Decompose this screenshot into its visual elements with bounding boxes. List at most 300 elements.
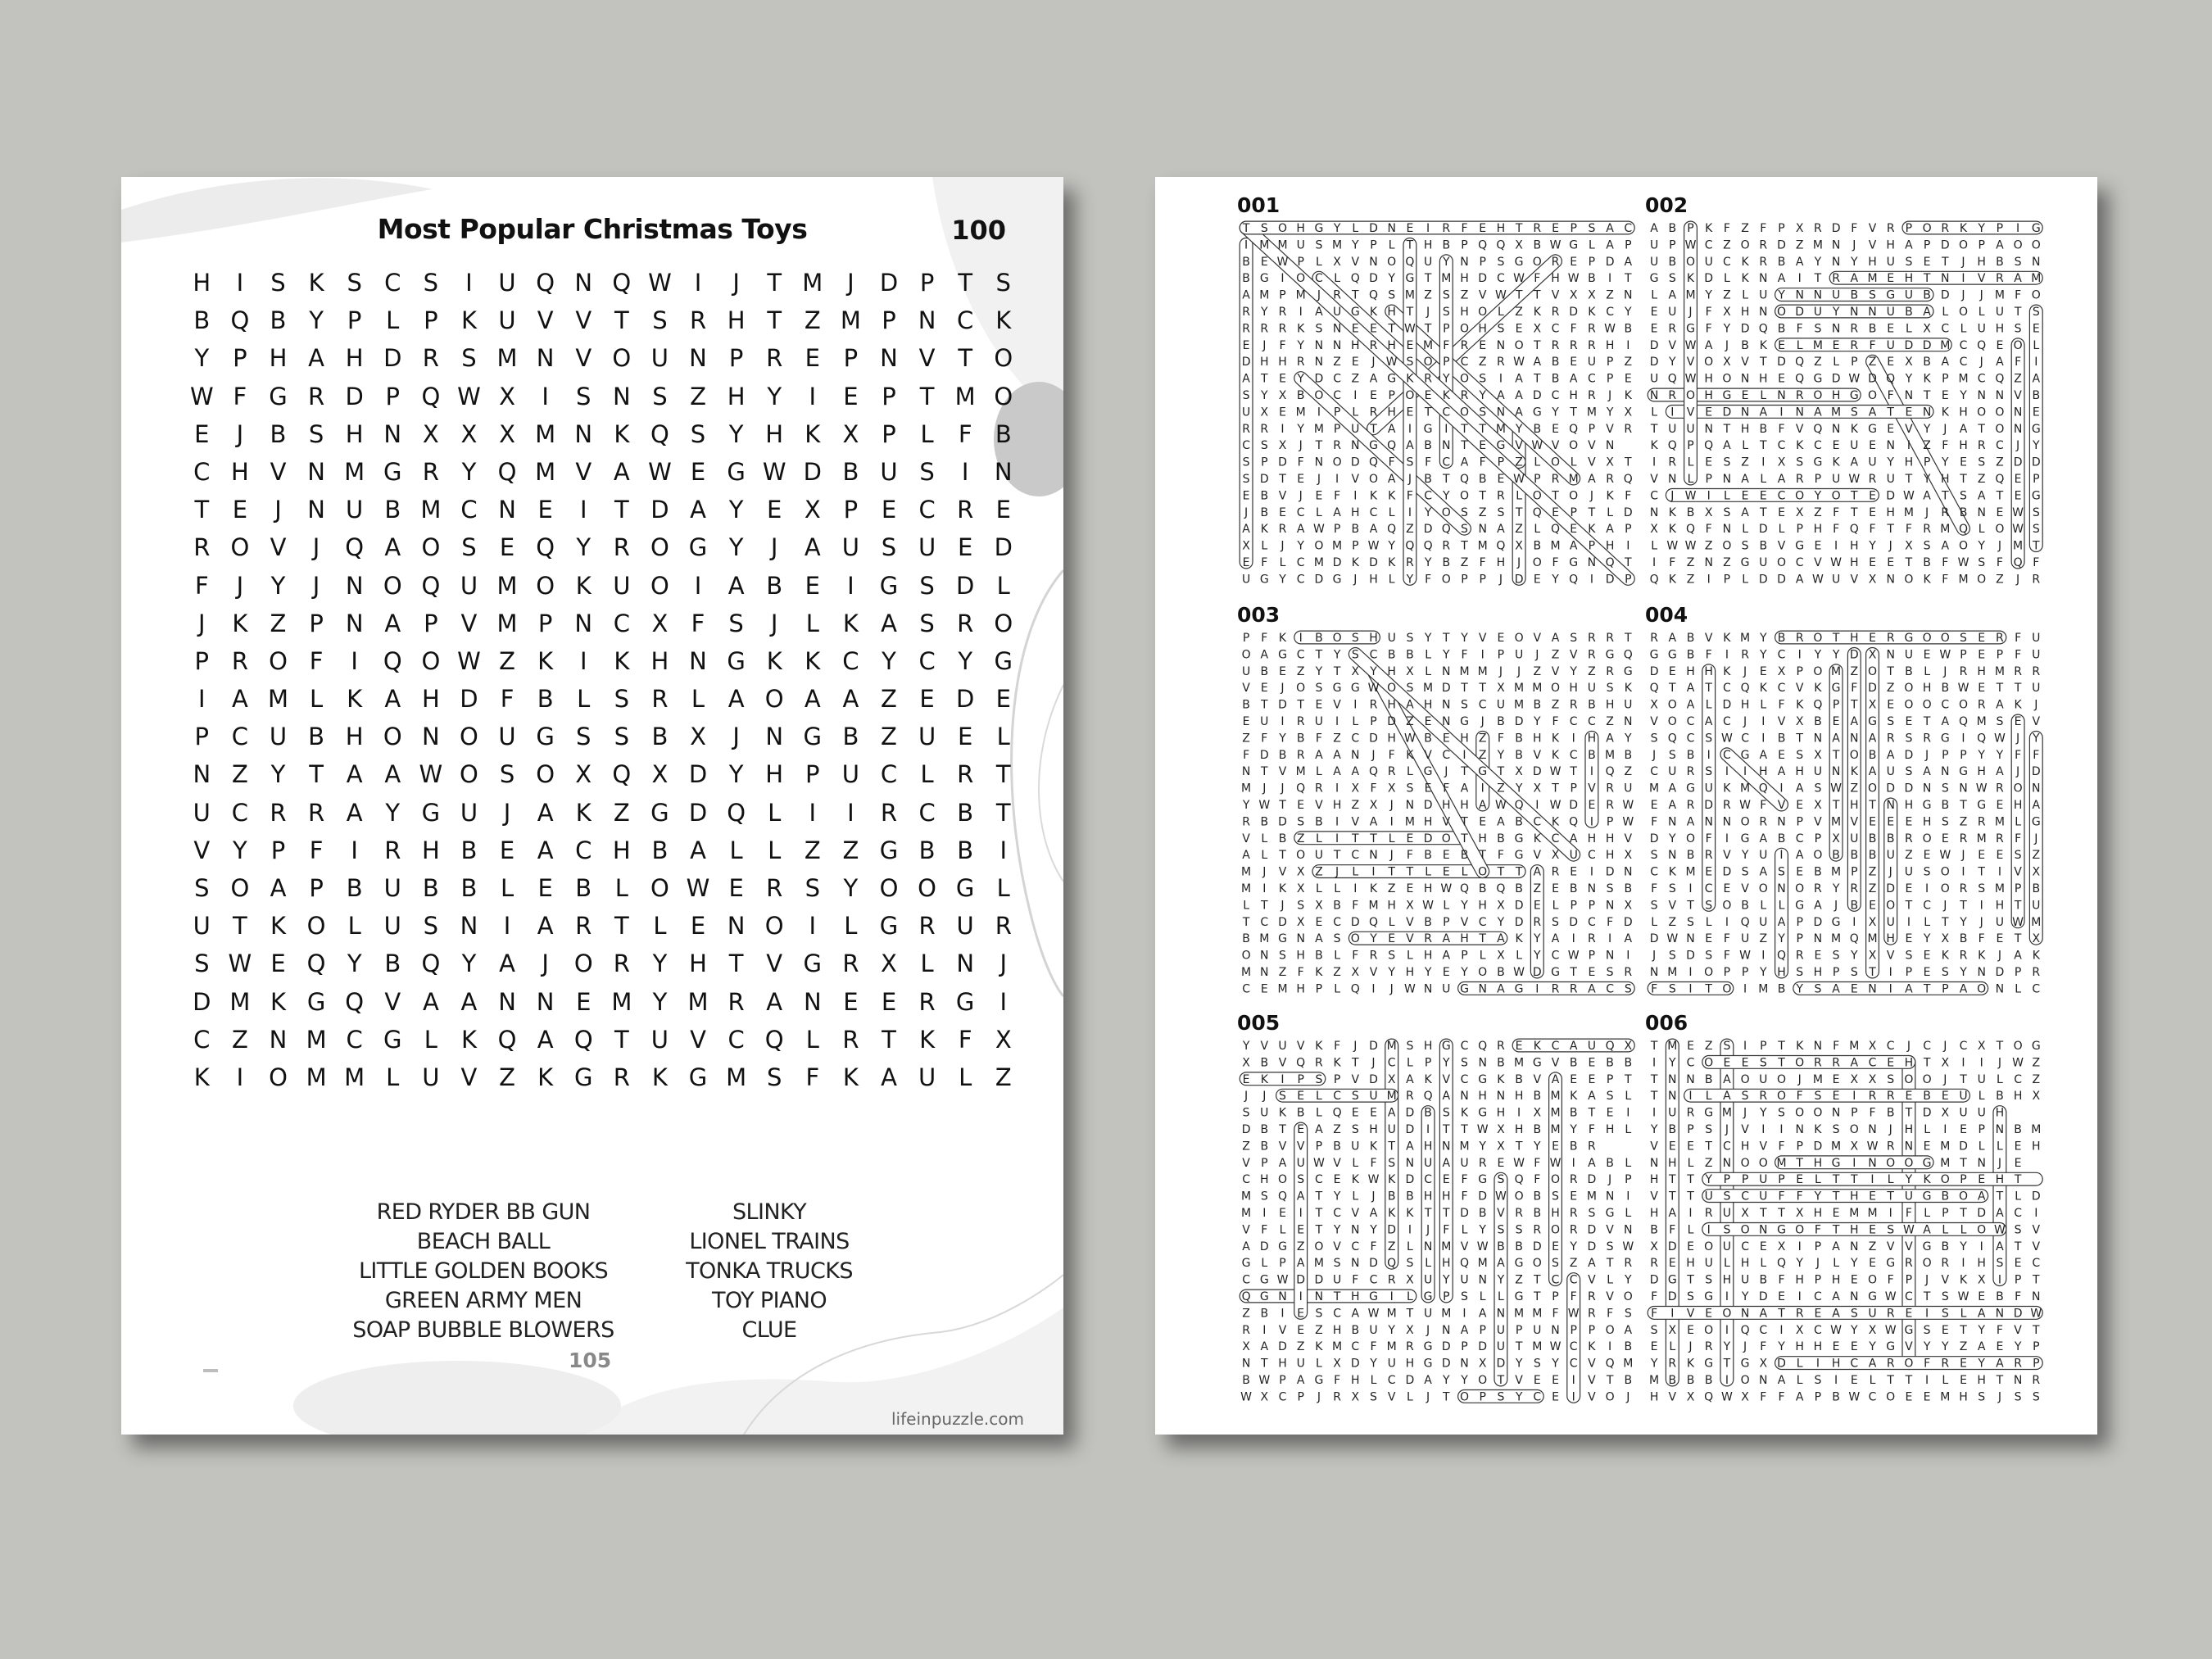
solution-cell: F <box>1534 272 1541 286</box>
solution-cell: J <box>2016 765 2020 779</box>
solution-cell: N <box>1624 865 1633 879</box>
grid-cell: U <box>918 533 936 562</box>
solution-cell: J <box>1943 1040 1947 1053</box>
solution-cell: T <box>1588 505 1596 519</box>
grid-cell: G <box>650 798 669 827</box>
solution-cell: K <box>1723 632 1731 645</box>
solution-cell: C <box>1278 1390 1287 1404</box>
solution-cell: L <box>1978 306 1985 319</box>
grid-row <box>183 491 1022 528</box>
grid-cell: G <box>383 457 402 486</box>
solution-cell: M <box>2013 539 2024 553</box>
solution-cell: E <box>1297 1323 1305 1337</box>
solution-cell: S <box>1705 1123 1713 1136</box>
solution-cell: R <box>2014 1357 2022 1371</box>
solution-cell: R <box>1977 439 1986 453</box>
solution-cell: T <box>1443 473 1450 486</box>
solution-cell: R <box>1686 765 1695 779</box>
solution-cell: G <box>1569 238 1579 252</box>
grid-cell: G <box>994 646 1013 675</box>
solution-cell: H <box>1831 1357 1841 1371</box>
solution-cell: H <box>1442 1257 1451 1271</box>
solution-cell: U <box>1813 765 1823 779</box>
solution-cell: I <box>1371 865 1376 879</box>
solution-cell: T <box>1923 389 1931 402</box>
grid-cell: U <box>422 1063 440 1091</box>
solution-cell: Z <box>1315 1323 1323 1337</box>
solution-cell: O <box>1296 682 1306 696</box>
grid-cell: X <box>422 419 439 448</box>
grid-cell: K <box>537 1063 554 1091</box>
solution-cell: G <box>2031 422 2041 436</box>
solution-cell: H <box>1496 556 1506 569</box>
grid-cell: E <box>995 496 1011 524</box>
solution-cell: P <box>1851 356 1858 369</box>
solution-cell: S <box>1887 715 1895 728</box>
solution-cell: X <box>1795 1207 1804 1220</box>
solution-cell: H <box>1496 1106 1506 1120</box>
solution-cell: D <box>2031 765 2041 779</box>
solution-cell: N <box>1496 1307 1506 1321</box>
solution-cell: Y <box>1242 1040 1250 1053</box>
solution-cell: N <box>1850 732 1859 746</box>
solution-cell: V <box>1351 1072 1360 1086</box>
solution-cell: P <box>1588 949 1596 963</box>
solution-cell: Q <box>1977 732 1987 746</box>
solution-cell: W <box>1684 489 1697 503</box>
grid-cell: I <box>809 382 817 410</box>
solution-cell: N <box>1922 406 1932 419</box>
word-list-item: LITTLE GOLDEN BOOKS <box>358 1258 609 1284</box>
grid-cell: E <box>919 685 935 714</box>
solution-cell: B <box>1533 1090 1542 1104</box>
solution-cell: O <box>1478 966 1488 979</box>
solution-cell: V <box>1650 1190 1658 1203</box>
solution-cell: T <box>1424 322 1432 336</box>
solution-cell: R <box>1923 523 1931 537</box>
solution-cell: F <box>1552 1307 1559 1321</box>
solution-cell: E <box>1814 539 1822 553</box>
solution-cell: A <box>2014 272 2022 286</box>
solution-cell: T <box>1261 899 1268 913</box>
solution-cell: A <box>1795 782 1804 796</box>
solution-cell: T <box>1905 1374 1913 1387</box>
solution-cell: J <box>1743 1106 1747 1120</box>
solution-cell: B <box>1242 1374 1250 1387</box>
grid-row <box>183 680 1022 718</box>
solution-cell: H <box>1722 1273 1732 1287</box>
grid-cell: R <box>842 1025 859 1054</box>
grid-cell: R <box>613 533 630 562</box>
solution-cell: K <box>2032 949 2040 963</box>
solution-cell: O <box>1831 489 1841 503</box>
solution-cell: Y <box>1424 632 1432 645</box>
solution-cell: N <box>1759 306 1768 319</box>
solution-cell: C <box>2032 982 2041 996</box>
solution-cell: L <box>1425 648 1432 662</box>
solution-cell: Q <box>1649 573 1659 587</box>
solution-cell: C <box>1723 715 1731 728</box>
grid-cell: Q <box>345 533 365 562</box>
solution-cell: G <box>1423 1340 1433 1354</box>
grid-cell: E <box>843 382 859 410</box>
solution-cell: P <box>1333 406 1341 419</box>
grid-cell: U <box>918 1063 936 1091</box>
solution-cell: R <box>1278 306 1287 319</box>
solution-cell: U <box>1759 915 1768 929</box>
solution-cell: G <box>1350 682 1360 696</box>
solution-letter-grid <box>1645 220 2047 587</box>
solution-cell: G <box>1904 1323 1914 1337</box>
grid-cell: C <box>842 646 859 675</box>
solution-cell: A <box>1569 372 1578 386</box>
grid-cell: S <box>881 533 897 562</box>
solution-cell: Y <box>1978 1323 1985 1337</box>
solution-cell: B <box>1996 1090 2004 1104</box>
solution-cell: L <box>1651 288 1658 302</box>
solution-cell: Q <box>1995 372 2005 386</box>
grid-cell: D <box>688 798 708 827</box>
grid-cell: K <box>270 987 286 1016</box>
solution-cell: B <box>1686 849 1695 863</box>
grid-cell: P <box>728 344 744 373</box>
page-number: 105 <box>569 1349 612 1372</box>
solution-cell: I <box>1262 1207 1267 1220</box>
solution-cell: R <box>1369 338 1378 352</box>
solution-cell: R <box>1668 1357 1677 1371</box>
grid-cell: S <box>499 760 515 789</box>
solution-cell: D <box>1777 1357 1786 1371</box>
solution-cell: C <box>1497 272 1505 286</box>
solution-cell: S <box>1315 322 1323 336</box>
solution-cell: S <box>1315 682 1323 696</box>
solution-cell: C <box>1686 715 1695 728</box>
solution-cell: B <box>1686 505 1695 519</box>
grid-cell: B <box>651 836 669 864</box>
solution-cell: R <box>1996 632 2004 645</box>
grid-cell: M <box>535 457 556 486</box>
solution-cell: T <box>1687 899 1694 913</box>
solution-cell: T <box>1851 489 1858 503</box>
solution-cell: S <box>1515 1223 1523 1237</box>
grid-cell: D <box>460 685 478 714</box>
grid-cell: Y <box>652 987 668 1016</box>
solution-cell: E <box>1279 406 1286 419</box>
solution-cell: S <box>1960 632 1967 645</box>
solution-cell: H <box>1605 338 1615 352</box>
solution-cell: D <box>1478 1340 1488 1354</box>
solution-cell: J <box>1888 1123 1892 1136</box>
solution-cell: K <box>1388 1207 1396 1220</box>
solution-cell: K <box>1668 573 1676 587</box>
solution-cell: S <box>1242 389 1250 402</box>
grid-cell: Z <box>499 646 515 675</box>
solution-cell: K <box>1388 556 1396 569</box>
solution-cell: X <box>1868 949 1877 963</box>
solution-cell: R <box>1795 1307 1804 1321</box>
solution-cell: C <box>1959 356 1968 369</box>
solution-cell: S <box>1461 1290 1468 1303</box>
grid-cell: P <box>194 646 210 675</box>
solution-cell: G <box>1795 899 1805 913</box>
solution-cell: I <box>1961 732 1965 746</box>
solution-grid <box>1645 1011 2047 1404</box>
solution-cell: E <box>1832 1072 1840 1086</box>
solution-cell: T <box>1705 682 1712 696</box>
solution-cell: Y <box>1851 1323 1858 1337</box>
grid-cell: V <box>270 533 287 562</box>
solution-cell: M <box>1740 632 1751 645</box>
solution-cell: N <box>1886 573 1895 587</box>
solution-cell: D <box>1441 1357 1451 1371</box>
solution-cell: W <box>1403 982 1416 996</box>
solution-cell: A <box>1923 489 1931 503</box>
solution-cell: I <box>1517 1106 1521 1120</box>
solution-cell: O <box>1922 1072 1932 1086</box>
grid-cell: C <box>193 457 211 486</box>
solution-cell: V <box>2014 865 2022 879</box>
solution-cell: D <box>1605 255 1615 269</box>
solution-cell: S <box>1388 1156 1396 1170</box>
solution-cell: Q <box>1332 1106 1342 1120</box>
solution-cell: N <box>1442 439 1451 453</box>
grid-cell: O <box>383 723 402 751</box>
solution-cell: L <box>1461 1223 1468 1237</box>
grid-cell: E <box>995 685 1011 714</box>
grid-cell: B <box>193 306 211 335</box>
solution-cell: L <box>1279 556 1286 569</box>
solution-cell: O <box>1813 664 1823 678</box>
solution-cell: Y <box>1406 573 1414 587</box>
solution-cell: P <box>1261 456 1268 469</box>
solution-cell: B <box>1686 748 1695 762</box>
solution-cell: T <box>1814 272 1822 286</box>
solution-cell: H <box>1478 322 1487 336</box>
solution-cell: J <box>1815 1257 1820 1271</box>
solution-cell: N <box>1813 1040 1823 1053</box>
solution-cell: V <box>1606 1223 1614 1237</box>
solution-cell: A <box>1624 932 1633 946</box>
solution-cell: G <box>1423 1357 1433 1371</box>
solution-cell: H <box>1850 539 1859 553</box>
solution-cell: L <box>1723 272 1730 286</box>
solution-cell: N <box>1496 338 1506 352</box>
solution-cell: H <box>1278 1357 1287 1371</box>
solution-cell: V <box>1296 1040 1305 1053</box>
solution-cell: I <box>1688 882 1693 895</box>
solution-cell: F <box>1760 222 1767 235</box>
solution-cell: A <box>1832 1240 1840 1253</box>
solution-cell: S <box>1442 306 1450 319</box>
solution-cell: F <box>1651 882 1658 895</box>
solution-cell: I <box>1670 1307 1675 1321</box>
solution-cell: D <box>1569 915 1579 929</box>
solution-cell: F <box>1297 456 1304 469</box>
solution-cell: X <box>1242 1340 1250 1354</box>
solution-cell: H <box>1423 1040 1433 1053</box>
solution-cell: G <box>1278 648 1287 662</box>
solution-cell: R <box>1588 932 1596 946</box>
solution-cell: V <box>1814 815 1822 829</box>
solution-cell: V <box>1795 422 1804 436</box>
solution-cell: R <box>1977 815 1986 829</box>
solution-letter-grid <box>1645 1037 2047 1404</box>
solution-cell: T <box>1261 1357 1268 1371</box>
solution-cell: P <box>1606 815 1614 829</box>
solution-cell: L <box>1669 1340 1676 1354</box>
solution-cell: S <box>1832 1123 1840 1136</box>
grid-cell: I <box>351 836 358 864</box>
grid-cell: H <box>765 760 784 789</box>
solution-cell: B <box>1387 1190 1396 1203</box>
grid-cell: O <box>650 533 669 562</box>
solution-cell: I <box>1943 1123 1947 1136</box>
solution-cell: N <box>1442 715 1451 728</box>
solution-cell: G <box>1886 1340 1896 1354</box>
solution-cell: Z <box>1959 815 1968 829</box>
solution-cell: B <box>1497 966 1505 979</box>
solution-cell: X <box>1777 664 1786 678</box>
solution-cell: B <box>2032 389 2041 402</box>
solution-cell: F <box>2015 356 2022 369</box>
solution-cell: Q <box>1514 1173 1524 1187</box>
solution-cell: H <box>1759 372 1768 386</box>
solution-cell: L <box>1315 1106 1322 1120</box>
solution-cell: T <box>1352 1056 1359 1070</box>
solution-cell: U <box>1423 255 1433 269</box>
solution-cell: R <box>1686 799 1695 812</box>
solution-cell: T <box>1242 222 1250 235</box>
solution-cell: W <box>1567 1307 1580 1321</box>
grid-cell: H <box>612 836 631 864</box>
solution-cell: V <box>1606 422 1614 436</box>
solution-cell: Q <box>1995 473 2005 486</box>
grid-cell: O <box>536 760 555 789</box>
grid-cell: R <box>193 533 211 562</box>
solution-cell: C <box>1704 238 1713 252</box>
solution-cell: B <box>1260 664 1269 678</box>
grid-cell: T <box>194 496 210 524</box>
solution-cell: X <box>1686 1390 1695 1404</box>
solution-cell: N <box>1977 1156 1986 1170</box>
grid-cell: A <box>842 685 859 714</box>
solution-cell: V <box>1624 832 1633 845</box>
grid-cell: J <box>312 533 320 562</box>
grid-cell: W <box>457 382 481 410</box>
solution-cell: N <box>1314 338 1324 352</box>
solution-cell: M <box>1550 1106 1561 1120</box>
grid-cell: G <box>383 1025 402 1054</box>
grid-cell: E <box>537 874 553 902</box>
solution-cell: C <box>1460 356 1469 369</box>
solution-cell: G <box>1478 1173 1488 1187</box>
solution-cell: F <box>1887 389 1894 402</box>
solution-cell: C <box>1606 306 1614 319</box>
solution-cell: A <box>1905 238 1913 252</box>
solution-cell: Z <box>1850 664 1859 678</box>
solution-cell: F <box>1705 648 1712 662</box>
solution-cell: D <box>1369 732 1378 746</box>
solution-cell: L <box>1279 1223 1286 1237</box>
solution-cell: U <box>1332 1273 1342 1287</box>
solution-cell: I <box>1761 732 1766 746</box>
solution-cell: D <box>1241 356 1251 369</box>
solution-cell: H <box>1278 356 1287 369</box>
solution-cell: P <box>1388 389 1395 402</box>
solution-cell: E <box>1905 815 1913 829</box>
solution-cell: U <box>1704 1257 1713 1271</box>
solution-cell: U <box>1668 306 1677 319</box>
solution-cell: N <box>1722 473 1732 486</box>
solution-cell: P <box>1370 715 1377 728</box>
solution-cell: E <box>1796 799 1804 812</box>
solution-cell: U <box>1624 698 1633 712</box>
solution-cell: M <box>1667 966 1678 979</box>
solution-cell: P <box>1723 966 1731 979</box>
solution-cell: N <box>1314 1290 1324 1303</box>
solution-cell: O <box>2013 238 2023 252</box>
grid-row <box>183 415 1022 453</box>
solution-cell: M <box>1441 272 1452 286</box>
solution-cell: W <box>1720 1390 1733 1404</box>
solution-cell: A <box>1242 288 1250 302</box>
grid-cell: C <box>880 760 898 789</box>
solution-cell: A <box>1333 748 1341 762</box>
solution-cell: L <box>1705 698 1712 712</box>
grid-cell: Z <box>690 382 706 410</box>
solution-cell: T <box>1534 288 1541 302</box>
solution-cell: H <box>1369 1123 1378 1136</box>
solution-cell: B <box>1959 505 1968 519</box>
solution-cell: I <box>1244 238 1249 252</box>
solution-cell: F <box>1352 949 1359 963</box>
solution-cell: S <box>2014 1390 2022 1404</box>
solution-cell: S <box>1297 815 1305 829</box>
solution-cell: E <box>1515 322 1523 336</box>
solution-cell: B <box>2032 882 2041 895</box>
grid-cell: E <box>843 987 859 1016</box>
grid-cell: Q <box>612 269 632 297</box>
grid-cell: H <box>421 836 440 864</box>
solution-cell: B <box>1759 539 1768 553</box>
solution-cell: D <box>1532 389 1542 402</box>
solution-cell: F <box>1370 1340 1377 1354</box>
solution-cell: C <box>1351 732 1360 746</box>
grid-cell: Z <box>881 685 897 714</box>
solution-cell: F <box>2015 748 2022 762</box>
solution-cell: O <box>1977 573 1987 587</box>
solution-cell: S <box>1552 915 1559 929</box>
solution-cell: P <box>2033 473 2040 486</box>
solution-cell: I <box>1761 456 1766 469</box>
solution-cell: B <box>1923 356 1931 369</box>
solution-cell: A <box>1588 982 1596 996</box>
solution-cell: K <box>1442 389 1450 402</box>
solution-cell: A <box>1795 849 1804 863</box>
solution-cell: D <box>1813 1140 1823 1154</box>
solution-cell: K <box>1369 882 1378 895</box>
grid-cell: S <box>461 533 477 562</box>
solution-cell: S <box>1279 949 1286 963</box>
solution-cell: L <box>1760 698 1767 712</box>
grid-cell: K <box>460 306 477 335</box>
solution-cell: O <box>1958 238 1969 252</box>
solution-cell: E <box>1923 648 1931 662</box>
solution-cell: Y <box>1606 406 1614 419</box>
solution-cell: S <box>1832 949 1840 963</box>
solution-cell: M <box>1685 865 1696 879</box>
solution-cell: D <box>1722 865 1732 879</box>
